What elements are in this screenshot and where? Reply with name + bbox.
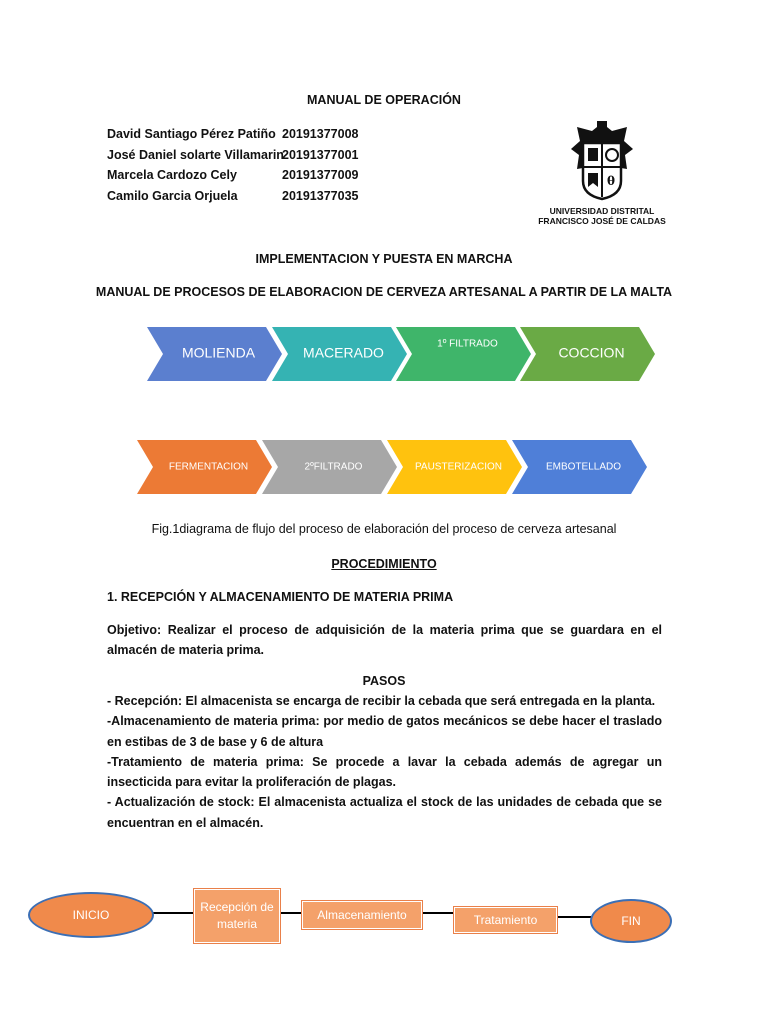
objective-text: Realizar el proceso de adquisición de la materia prima que se guardara en el almacén de materia prima. <box>107 623 662 658</box>
process-step-label: 2ºFILTRADO <box>304 461 363 473</box>
process-step-row2-0 <box>137 440 272 494</box>
objective-paragraph <box>107 620 662 661</box>
process-step-label: MOLIENDA <box>181 344 256 361</box>
process-step-label: FERMENTACION <box>168 461 249 473</box>
university-seal-icon <box>567 121 637 203</box>
author-name: David Santiago Pérez Patiño <box>107 127 276 141</box>
step-item: -Tratamiento de materia prima: Se procede a lavar la cebada además de agregar un insecticida para evitar la proliferación de plagas. <box>107 754 662 790</box>
step-item: - Recepción: El almacenista se encarga de recibir la cebada que será entregada en la planta. <box>107 694 656 708</box>
process-step-label: PAUSTERIZACION <box>414 461 503 473</box>
process-step-row2-2 <box>387 440 522 494</box>
figure-caption: Fig.1diagrama de flujo del proceso de elaboración del proceso de cerveza artesanal <box>151 522 617 536</box>
flow-connector <box>150 912 194 914</box>
process-step-label: EMBOTELLADO <box>545 461 622 473</box>
author-code: 20191377008 <box>282 127 359 141</box>
process-step-row1-2 <box>396 327 531 381</box>
university-logo <box>536 121 668 226</box>
author-name: Camilo Garcia Orjuela <box>107 188 238 203</box>
author-code: 20191377009 <box>282 168 359 182</box>
flow-start-node: INICIO <box>28 892 154 938</box>
steps-list <box>107 691 662 833</box>
svg-text:θ: θ <box>606 174 616 188</box>
steps-title: PASOS <box>362 674 406 688</box>
flow-connector <box>555 916 591 918</box>
process-step-row1-0 <box>147 327 282 381</box>
author-name: Marcela Cardozo Cely <box>107 168 237 182</box>
flow-connector <box>420 912 454 914</box>
step-heading: 1. RECEPCIÓN Y ALMACENAMIENTO DE MATERIA PRIMA <box>107 590 454 604</box>
procedure-title: PROCEDIMIENTO <box>331 557 437 571</box>
university-name-line2: FRANCISCO JOSÉ DE CALDAS <box>538 216 666 226</box>
step-item: - Actualización de stock: El almacenista actualiza el stock de las unidades de cebada que se encuentran en el almacén. <box>107 795 662 830</box>
section-heading: IMPLEMENTACION Y PUESTA EN MARCHA <box>255 252 513 266</box>
process-step-row1-3 <box>520 327 655 381</box>
author-row <box>107 165 358 186</box>
process-step-row2-3 <box>512 440 647 494</box>
flow-step-storage: Almacenamiento <box>302 901 422 929</box>
flow-connector <box>278 912 302 914</box>
process-step-label: 1º FILTRADO <box>437 338 498 350</box>
flow-step-treatment: Tratamiento <box>454 907 557 933</box>
process-chevron-shape <box>396 327 531 381</box>
author-name: José Daniel solarte Villamarin <box>107 147 284 162</box>
author-code: 20191377035 <box>282 188 359 203</box>
objective-label: Objetivo: <box>107 623 162 637</box>
process-step-row2-1 <box>262 440 397 494</box>
step-item: -Almacenamiento de materia prima: por medio de gatos mecánicos se debe hacer el traslado en estibas de 3 de base y 6 de altura <box>107 714 662 749</box>
document-title: MANUAL DE OPERACIÓN <box>307 93 461 107</box>
author-row <box>107 124 358 145</box>
flow-step-reception: Recepción de materia <box>194 889 280 943</box>
author-row <box>107 145 358 166</box>
process-step-label: COCCION <box>558 344 625 361</box>
flow-end-node: FIN <box>590 899 672 943</box>
process-step-row1-1 <box>272 327 407 381</box>
section-subheading: MANUAL DE PROCESOS DE ELABORACION DE CERVEZA ARTESANAL A PARTIR DE LA MALTA <box>95 285 673 299</box>
author-list <box>107 124 358 206</box>
process-step-label: MACERADO <box>303 344 384 361</box>
author-code: 20191377001 <box>282 147 359 162</box>
university-name-line1: UNIVERSIDAD DISTRITAL <box>549 206 655 216</box>
author-row <box>107 186 358 207</box>
process-flow-diagram <box>0 320 768 500</box>
